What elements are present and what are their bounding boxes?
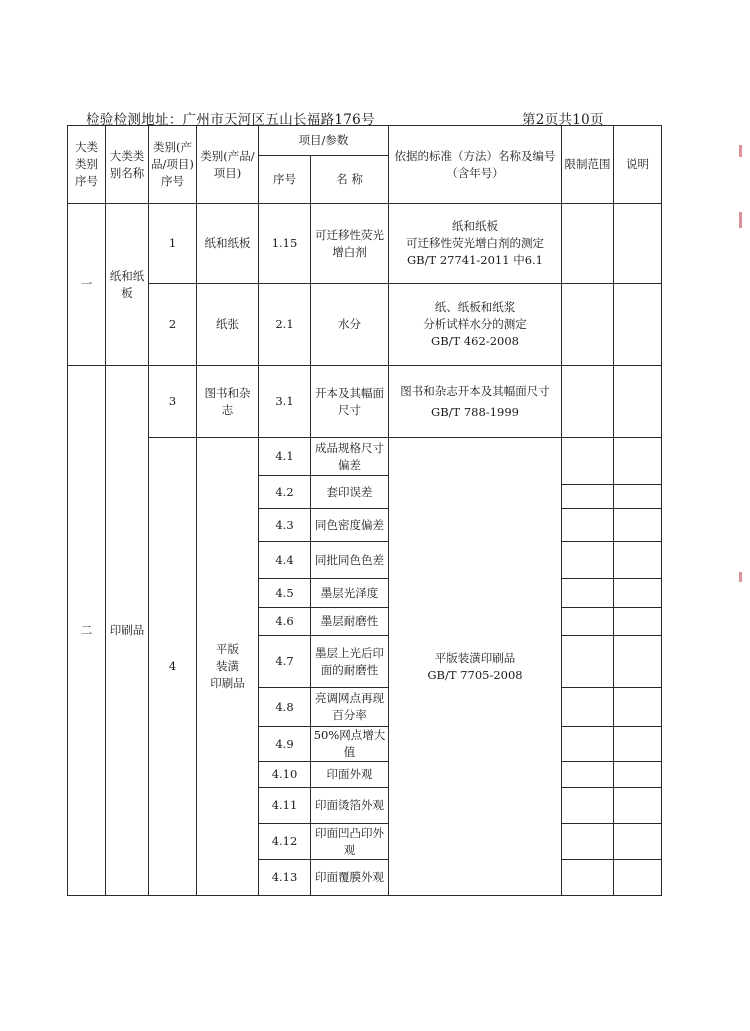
std-line: GB/T 7705-2008 — [427, 667, 523, 682]
col-standard: 依据的标准（方法）名称及编号（含年号） — [389, 126, 562, 204]
note-cell — [614, 579, 662, 608]
col-note: 说明 — [614, 126, 662, 204]
name-line: 装潢 — [216, 659, 239, 673]
item-4.7-seq: 4.7 — [259, 636, 311, 688]
scope-table — [67, 125, 662, 896]
item-4.6-name: 墨层耐磨性 — [311, 608, 389, 636]
item-4.11-seq: 4.11 — [259, 788, 311, 824]
item-4.3-seq: 4.3 — [259, 509, 311, 542]
item-4.10-seq: 4.10 — [259, 762, 311, 788]
cat-3-limit — [562, 366, 614, 438]
cat-1-name: 纸和纸板 — [197, 204, 259, 284]
cat-1-note — [614, 204, 662, 284]
item-4.6-seq: 4.6 — [259, 608, 311, 636]
item-4.7-name: 墨层上光后印面的耐磨性 — [311, 636, 389, 688]
group-2-name: 印刷品 — [106, 366, 149, 896]
note-cell — [614, 824, 662, 860]
col-category-name: 大类类别名称 — [106, 126, 149, 204]
scan-mark — [739, 212, 742, 228]
note-cell — [614, 727, 662, 762]
item-2.1-seq: 2.1 — [259, 284, 311, 366]
col-item-name: 名 称 — [311, 156, 389, 204]
item-1.15-seq: 1.15 — [259, 204, 311, 284]
limit-cell — [562, 762, 614, 788]
limit-cell — [562, 485, 614, 509]
std-line: 分析试样水分的测定 — [423, 317, 527, 331]
cat-4-limit — [562, 438, 614, 485]
note-cell — [614, 485, 662, 509]
item-4.3-name: 同色密度偏差 — [311, 509, 389, 542]
limit-cell — [562, 688, 614, 727]
group-1-name: 纸和纸板 — [106, 204, 149, 366]
col-item-seq: 序号 — [259, 156, 311, 204]
item-4.13-name: 印面覆膜外观 — [311, 860, 389, 896]
item-4.11-name: 印面烫箔外观 — [311, 788, 389, 824]
item-4.5-seq: 4.5 — [259, 579, 311, 608]
group-2-no: 二 — [68, 366, 106, 896]
item-4.4-seq: 4.4 — [259, 542, 311, 579]
inspection-address: 检验检测地址：广州市天河区五山长福路176号 — [86, 112, 375, 128]
cat-2-note — [614, 284, 662, 366]
item-4.4-name: 同批同色色差 — [311, 542, 389, 579]
group-1-no: 一 — [68, 204, 106, 366]
note-cell — [614, 762, 662, 788]
item-4.1-seq: 4.1 — [259, 438, 311, 476]
item-4.2-name: 套印误差 — [311, 476, 389, 509]
std-line: 纸和纸板 — [452, 219, 498, 233]
note-cell — [614, 636, 662, 688]
note-cell — [614, 788, 662, 824]
std-line: 图书和杂志开本及其幅面尺寸 — [400, 383, 550, 398]
item-4.10-name: 印面外观 — [311, 762, 389, 788]
limit-cell — [562, 727, 614, 762]
limit-cell — [562, 860, 614, 896]
cat-2-no: 2 — [149, 284, 197, 366]
std-line: GB/T 788-1999 — [431, 404, 519, 419]
limit-cell — [562, 788, 614, 824]
cat-3-standard — [389, 366, 562, 438]
cat-3-no: 3 — [149, 366, 197, 438]
item-4.12-name: 印面凹凸印外观 — [311, 824, 389, 860]
item-1.15-name: 可迁移性荧光增白剂 — [311, 204, 389, 284]
note-cell — [614, 542, 662, 579]
item-4.8-seq: 4.8 — [259, 688, 311, 727]
limit-cell — [562, 636, 614, 688]
item-3.1-seq: 3.1 — [259, 366, 311, 438]
item-4.8-name: 亮调网点再现百分率 — [311, 688, 389, 727]
page-number: 第2页共10页 — [522, 112, 604, 128]
item-2.1-name: 水分 — [311, 284, 389, 366]
note-cell — [614, 688, 662, 727]
item-4.5-name: 墨层光泽度 — [311, 579, 389, 608]
cat-3-name: 图书和杂志 — [197, 366, 259, 438]
col-limit: 限制范围 — [562, 126, 614, 204]
cat-1-standard — [389, 204, 562, 284]
limit-cell — [562, 579, 614, 608]
note-cell — [614, 608, 662, 636]
std-line: 纸、纸板和纸浆 — [434, 300, 516, 314]
cat-4-note — [614, 438, 662, 485]
cat-4-standard — [389, 438, 562, 896]
item-4.12-seq: 4.12 — [259, 824, 311, 860]
scan-mark — [739, 572, 742, 582]
col-product-no: 类别(产品/项目)序号 — [149, 126, 197, 204]
std-line: 平版装潢印刷品 — [434, 650, 516, 665]
item-4.1-name: 成品规格尺寸偏差 — [311, 438, 389, 476]
item-4.9-seq: 4.9 — [259, 727, 311, 762]
cat-1-no: 1 — [149, 204, 197, 284]
item-4.9-name: 50%网点增大值 — [311, 727, 389, 762]
name-line: 印刷品 — [210, 676, 245, 690]
col-items: 项目/参数 — [259, 126, 389, 156]
cat-2-limit — [562, 284, 614, 366]
limit-cell — [562, 542, 614, 579]
name-line: 平版 — [216, 642, 239, 656]
std-line: 可迁移性荧光增白剂的测定 — [406, 236, 544, 250]
item-4.13-seq: 4.13 — [259, 860, 311, 896]
col-category-no: 大类类别序号 — [68, 126, 106, 204]
note-cell — [614, 860, 662, 896]
item-3.1-name: 开本及其幅面尺寸 — [311, 366, 389, 438]
limit-cell — [562, 824, 614, 860]
cat-3-note — [614, 366, 662, 438]
cat-1-limit — [562, 204, 614, 284]
cat-4-no: 4 — [149, 438, 197, 896]
col-product-name: 类别(产品/项目) — [197, 126, 259, 204]
cat-2-name: 纸张 — [197, 284, 259, 366]
limit-cell — [562, 509, 614, 542]
std-line: GB/T 27741-2011 中6.1 — [406, 253, 544, 267]
cat-2-standard — [389, 284, 562, 366]
std-line: GB/T 462-2008 — [431, 334, 519, 348]
cat-4-name — [197, 438, 259, 896]
item-4.2-seq: 4.2 — [259, 476, 311, 509]
scan-mark — [739, 145, 742, 157]
limit-cell — [562, 608, 614, 636]
note-cell — [614, 509, 662, 542]
